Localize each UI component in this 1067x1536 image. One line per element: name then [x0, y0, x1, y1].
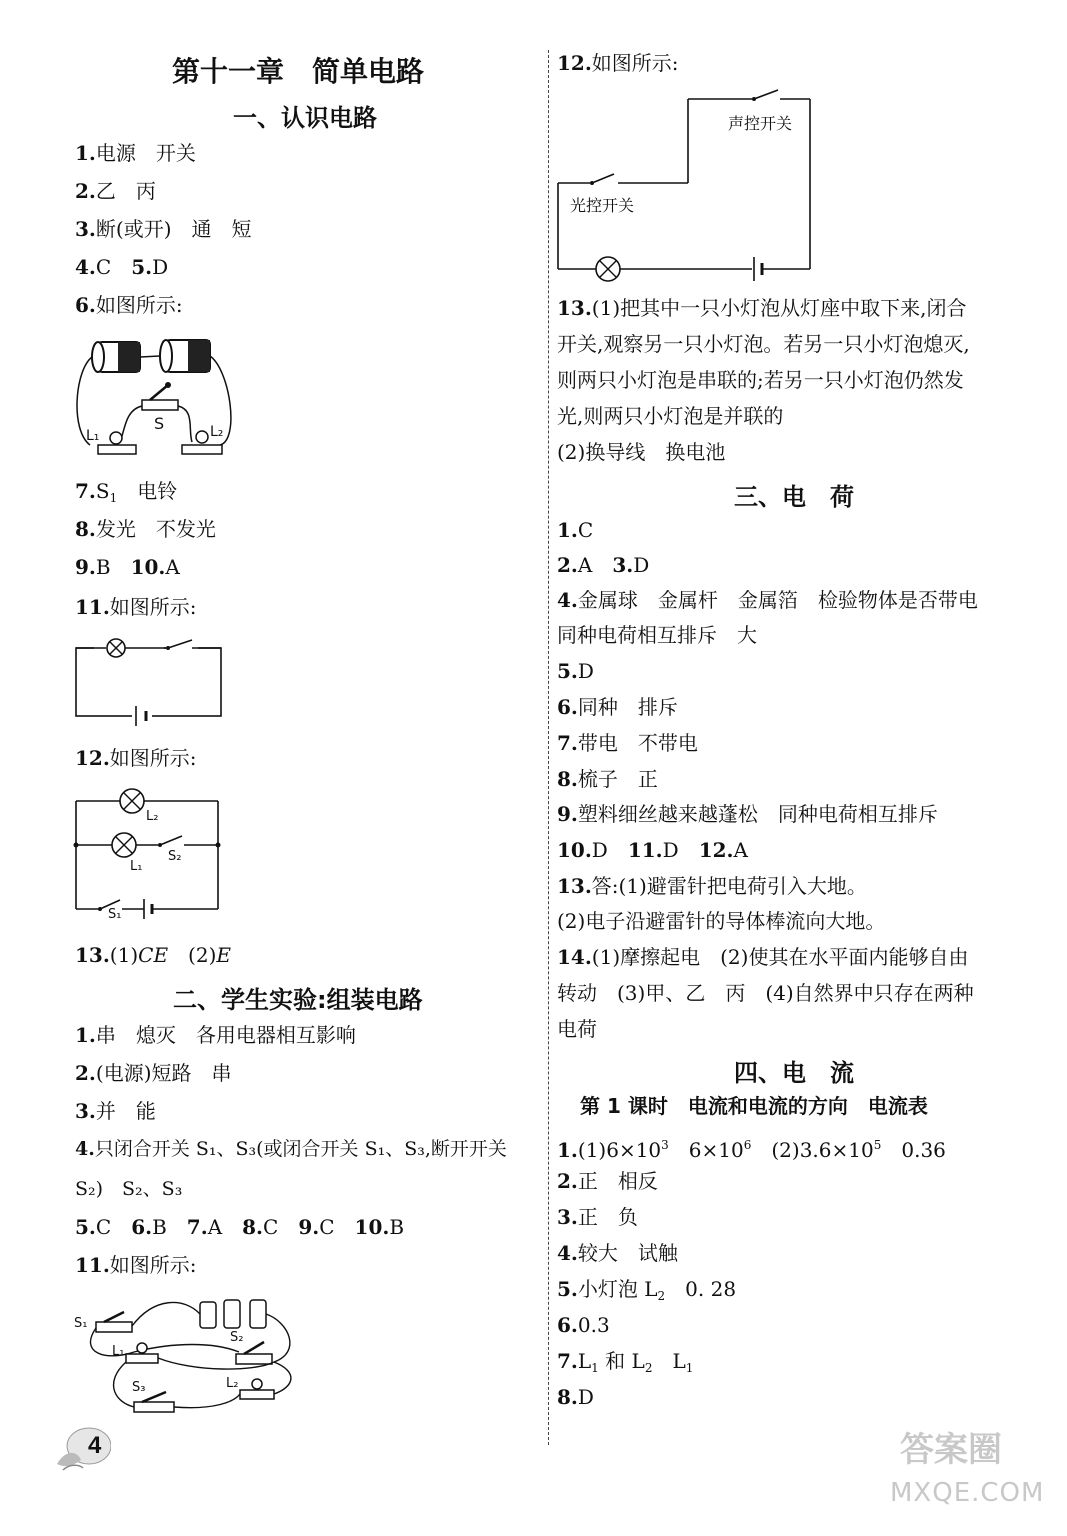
- page-number: 4: [88, 1432, 102, 1459]
- answer-b13-line3: 则两只小灯泡是串联的;若另一只小灯泡仍然发: [557, 368, 964, 392]
- figure-b12-circuit: [556, 85, 816, 275]
- figure-b11-label-s1: S₁: [74, 1316, 88, 1331]
- answer-c5: 5.D: [557, 659, 594, 683]
- answer-b2: 2.(电源)短路 串: [75, 1061, 232, 1085]
- figure-b12-label-light-switch: 光控开关: [570, 196, 635, 215]
- answer-c8: 8.梳子 正: [557, 767, 658, 791]
- answer-d1: $1.(1)6\times 10^3$ $6\times 10^6$ $(2)3.6\times 10^5$ 0.36: [557, 1138, 946, 1162]
- chapter-title: 第十一章 简单电路: [172, 55, 425, 88]
- answer-b3: 3.并 能: [75, 1099, 156, 1123]
- answer-c14-line1: 14.(1)摩擦起电 (2)使其在水平面内能够自由: [557, 945, 969, 969]
- figure-12-label-s2: S₂: [168, 849, 182, 864]
- section-title-2: 二、学生实验:组装电路: [173, 986, 423, 1014]
- watermark-url: MXQE.COM: [890, 1478, 1045, 1508]
- figure-b11-label-l1: L₁: [112, 1344, 125, 1359]
- answer-c9: 9.塑料细丝越来越蓬松 同种电荷相互排斥: [557, 802, 938, 826]
- section-title-3: 三、电 荷: [734, 483, 854, 511]
- figure-12-label-l1: L₁: [130, 859, 143, 874]
- answer-13-left: 13.(1)CE (2)E: [75, 943, 231, 967]
- lesson-title: 第 1 课时 电流和电流的方向 电流表: [580, 1094, 928, 1118]
- answer-b12: 12.如图所示:: [557, 51, 679, 75]
- answer-d3: 3.正 负: [557, 1205, 638, 1229]
- figure-b11-circuit: [74, 1292, 304, 1422]
- answer-b4-line1: 4.只闭合开关 S₁、S₃(或闭合开关 S₁、S₃,断开开关: [75, 1138, 507, 1160]
- answer-c14-line3: 电荷: [557, 1017, 597, 1041]
- answer-8: 8.发光 不发光: [75, 517, 216, 541]
- answer-2: 2.乙 丙: [75, 179, 156, 203]
- figure-b11-label-s2: S₂: [230, 1330, 244, 1345]
- answer-d4: 4.较大 试触: [557, 1241, 678, 1265]
- answer-9-10: 9.B 10.A: [75, 555, 180, 579]
- figure-6-label-s: S: [154, 414, 165, 433]
- answer-d2: 2.正 相反: [557, 1169, 658, 1193]
- answer-d6: 6.0.3: [557, 1313, 610, 1337]
- answer-b13-line4: 光,则两只小灯泡是并联的: [557, 404, 784, 428]
- answer-c2-3: 2.A 3.D: [557, 553, 650, 577]
- answer-d5: 5.小灯泡 $L_2$ 0. 28: [557, 1277, 737, 1303]
- answer-c6: 6.同种 排斥: [557, 695, 678, 719]
- figure-12-parallel-circuit: [74, 785, 224, 922]
- figure-b12-label-sound-switch: 声控开关: [728, 114, 793, 133]
- figure-6-label-l1: L₁: [86, 428, 100, 444]
- answer-4-5: 4.C 5.D: [75, 255, 169, 279]
- page-number-badge: [55, 1420, 111, 1476]
- answer-c1: 1.C: [557, 518, 594, 542]
- column-divider: [548, 50, 549, 1445]
- answer-b11: 11.如图所示:: [75, 1253, 197, 1277]
- figure-6-circuit: [70, 330, 240, 465]
- figure-11-circuit: [74, 632, 224, 722]
- answer-b4-line2: S₂) S₂、S₃: [75, 1178, 183, 1200]
- figure-b11-label-l2: L₂: [226, 1376, 239, 1391]
- answer-b1: 1.串 熄灭 各用电器相互影响: [75, 1023, 356, 1047]
- watermark-logo: 答案圈: [900, 1430, 1002, 1470]
- answer-c13-line2: (2)电子沿避雷针的导体棒流向大地。: [557, 909, 886, 933]
- answer-6: 6.如图所示:: [75, 293, 183, 317]
- answer-d7: $7.L_1$ 和 $L_2$ $L_1$: [557, 1349, 694, 1375]
- answer-c13-line1: 13.答:(1)避雷针把电荷引入大地。: [557, 874, 867, 898]
- answer-c7: 7.带电 不带电: [557, 731, 698, 755]
- answer-7: $7.S_1$ 电铃: [75, 479, 178, 505]
- answer-c4-line2: 同种电荷相互排斥 大: [557, 623, 757, 647]
- answer-12-left: 12.如图所示:: [75, 746, 197, 770]
- figure-6-label-l2: L₂: [210, 424, 224, 440]
- answer-d8: 8.D: [557, 1385, 594, 1409]
- section-title-4: 四、电 流: [734, 1059, 854, 1087]
- answer-b13-line5: (2)换导线 换电池: [557, 440, 726, 464]
- figure-12-label-l2: L₂: [146, 809, 159, 824]
- answer-b13-line2: 开关,观察另一只小灯泡。若另一只小灯泡熄灭,: [557, 332, 970, 356]
- answer-b13-line1: 13.(1)把其中一只小灯泡从灯座中取下来,闭合: [557, 296, 967, 320]
- answer-b5-10: 5.C 6.B 7.A 8.C 9.C 10.B: [75, 1215, 405, 1239]
- answer-1: 1.电源 开关: [75, 141, 196, 165]
- answer-c14-line2: 转动 (3)甲、乙 丙 (4)自然界中只存在两种: [557, 981, 974, 1005]
- answer-11: 11.如图所示:: [75, 595, 197, 619]
- figure-b11-label-s3: S₃: [132, 1380, 146, 1395]
- answer-3: 3.断(或开) 通 短: [75, 217, 252, 241]
- section-title-1: 一、认识电路: [233, 104, 377, 132]
- figure-12-label-s1: S₁: [108, 907, 122, 922]
- answer-c10-12: 10.D 11.D 12.A: [557, 838, 748, 862]
- answer-c4-line1: 4.金属球 金属杆 金属箔 检验物体是否带电: [557, 588, 978, 612]
